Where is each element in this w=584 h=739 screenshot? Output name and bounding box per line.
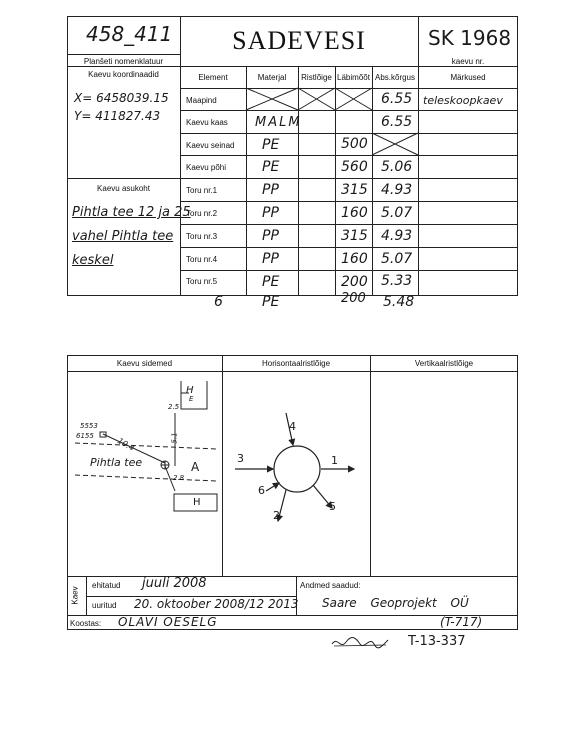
sketch-h-top: H <box>186 385 194 396</box>
plan-code: 458_411 <box>86 22 173 46</box>
reference-code: T-13-337 <box>408 634 466 649</box>
surveyed-label: uuritud <box>92 601 117 610</box>
section-vertical-label: Vertikaalristlõige <box>414 359 474 368</box>
sketch-road-label: Pihtla tee <box>90 456 143 469</box>
cell-diameter: 315 <box>341 228 368 244</box>
row-element: Toru nr.4 <box>186 255 218 264</box>
cell-diameter: 160 <box>341 205 368 221</box>
cell-diameter: 560 <box>341 159 368 175</box>
location-line-1: Pihtla tee 12 ja 25 <box>72 205 191 220</box>
code-value: (T-717) <box>440 615 483 629</box>
compiled-label: Koostas: <box>70 619 102 628</box>
pipe-label-2: 2 <box>273 509 280 522</box>
cell-material: PP <box>262 251 279 267</box>
well-number: SK 1968 <box>428 26 512 50</box>
cell-material: PP <box>262 182 279 198</box>
col-height: Abs.kõrgus <box>374 73 416 82</box>
col-element: Element <box>198 73 228 82</box>
col-material: Materjal <box>257 73 287 82</box>
sketch-point-6155: 6155 <box>76 432 94 440</box>
pipe-label-3: 3 <box>237 452 244 465</box>
sketch-dist-5-1: 5.1 <box>170 432 179 444</box>
col-notes: Märkused <box>450 73 486 82</box>
sketch-point-5553: 5553 <box>80 422 98 430</box>
cell-height: 5.07 <box>381 251 413 267</box>
section-ties-label: Kaevu sidemed <box>116 359 173 368</box>
location-label: Kaevu asukoht <box>97 184 150 193</box>
cell-diameter: 200 <box>341 274 368 290</box>
cell-height: 5.06 <box>381 159 413 175</box>
row-element: Kaevu kaas <box>186 118 228 127</box>
row-element: Kaevu seinad <box>186 141 235 150</box>
cell-height: 6.55 <box>381 114 413 130</box>
pipe-label-4: 4 <box>289 420 296 433</box>
row-element: Toru nr.1 <box>186 186 218 195</box>
horizontal-section-diagram <box>222 371 370 576</box>
cell-height: 4.93 <box>381 182 413 198</box>
built-label: ehitatud <box>92 581 121 590</box>
pipe-label-1: 1 <box>331 454 338 467</box>
cell-diameter: 160 <box>341 251 368 267</box>
crossed-cells <box>0 0 584 300</box>
well-number-label: kaevu nr. <box>451 57 485 66</box>
source-value: Saare Geoprojekt OÜ <box>322 596 469 610</box>
row-element: Toru nr.3 <box>186 232 218 241</box>
col-diameter: Läbimõõt <box>337 73 370 82</box>
cell-diameter: 500 <box>341 136 368 152</box>
cell-material: PP <box>262 228 279 244</box>
extra-row-number: 6 <box>214 294 223 310</box>
extra-row-height: 5.48 <box>383 294 415 310</box>
footer-side-label: Kaev <box>70 586 80 605</box>
row-element: Toru nr.5 <box>186 277 218 286</box>
cell-notes: teleskoopkaev <box>423 94 503 107</box>
cell-material: PE <box>262 159 280 175</box>
cell-diameter: 315 <box>341 182 368 198</box>
pipe-label-5: 5 <box>329 500 336 513</box>
source-label: Andmed saadud: <box>300 581 361 590</box>
row-element: Kaevu põhi <box>186 163 227 172</box>
extra-row-material: PE <box>262 294 280 310</box>
pipe-label-6: 6 <box>258 484 265 497</box>
row-element: Toru nr.2 <box>186 209 218 218</box>
compiled-value: OLAVI OESELG <box>118 615 218 629</box>
sketch-e-top: E <box>189 395 194 403</box>
col-section: Ristlõige <box>301 73 332 82</box>
location-line-3: keskel <box>72 253 114 268</box>
row-element: Maapind <box>186 96 217 105</box>
cell-material: PP <box>262 205 279 221</box>
sketch-h-bottom: H <box>193 497 201 508</box>
surveyed-value: 20. oktoober 2008/12 2013 <box>134 597 299 611</box>
cell-material: MALM <box>255 115 302 130</box>
cell-material: PE <box>262 274 280 290</box>
signature <box>330 632 390 654</box>
sketch-dist-10-4: 10.4 <box>115 436 136 453</box>
coords-label: Kaevu koordinaadid <box>88 70 159 79</box>
built-value: juuli 2008 <box>142 576 207 591</box>
page-title: SADEVESI <box>232 26 366 55</box>
plan-label: Planšeti nomenklatuur <box>83 57 164 66</box>
cell-height: 4.93 <box>381 228 413 244</box>
sketch-letter-a: A <box>191 460 200 474</box>
cell-material: PE <box>262 137 280 153</box>
location-line-2: vahel Pihtla tee <box>72 229 174 244</box>
cell-height: 5.07 <box>381 205 413 221</box>
cell-height: 6.55 <box>381 91 413 107</box>
extra-row-diameter: 200 <box>341 291 366 306</box>
sketch-dist-2-8: 2.8 <box>173 474 185 482</box>
section-horizontal-label: Horisontaalristlõige <box>261 359 331 368</box>
coord-x: X= 6458039.15 <box>74 91 169 105</box>
coord-y: Y= 411827.43 <box>74 109 161 123</box>
sketch-dist-2-5: 2.5 <box>168 403 180 411</box>
cell-height: 5.33 <box>381 273 413 289</box>
